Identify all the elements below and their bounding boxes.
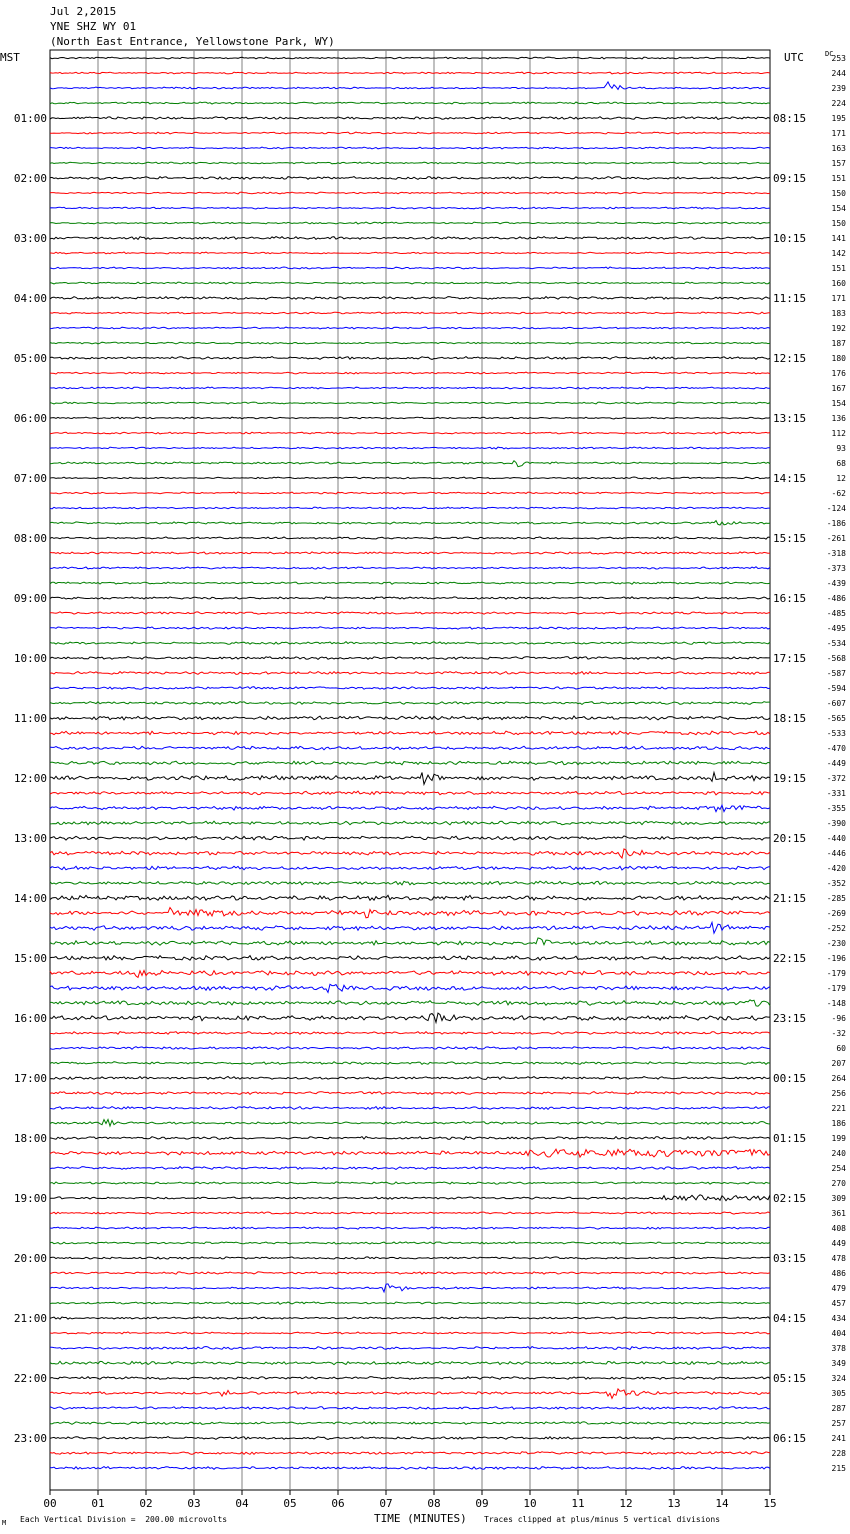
trace-line <box>50 1422 770 1425</box>
trace-line <box>50 1149 770 1157</box>
dc-offset-label: 112 <box>831 429 846 438</box>
utc-hour-label: 20:15 <box>773 832 807 845</box>
dc-offset-label: 93 <box>836 444 846 453</box>
trace-line <box>50 1302 770 1304</box>
trace-line <box>50 1167 770 1170</box>
dc-offset-label: 404 <box>831 1329 846 1338</box>
trace-line <box>50 1107 770 1110</box>
trace-line <box>50 1077 770 1080</box>
trace-line <box>50 1182 770 1184</box>
dc-offset-label: -96 <box>831 1014 846 1023</box>
dc-offset-label: -373 <box>826 564 846 573</box>
dc-offset-label: 240 <box>831 1149 846 1158</box>
trace-line <box>50 207 770 209</box>
trace-line <box>50 938 770 945</box>
dc-offset-label: 195 <box>831 114 846 123</box>
station-location: (North East Entrance, Yellowstone Park, WY) <box>50 35 335 48</box>
trace-line <box>50 657 770 660</box>
x-tick-label: 05 <box>283 1497 297 1510</box>
mst-hour-label: 03:00 <box>13 232 47 245</box>
dc-offset-label: -420 <box>826 864 846 873</box>
dc-offset-label: 378 <box>831 1344 846 1353</box>
dc-offset-label: 264 <box>831 1074 846 1083</box>
trace-line <box>50 297 770 300</box>
dc-offset-label: -62 <box>831 489 846 498</box>
utc-hour-label: 18:15 <box>773 712 807 725</box>
station-code: YNE SHZ WY 01 <box>50 20 137 33</box>
trace-line <box>50 687 770 690</box>
utc-hour-label: 16:15 <box>773 592 807 605</box>
trace-line <box>50 612 770 614</box>
x-tick-label: 09 <box>475 1497 489 1510</box>
dc-offset-label: -372 <box>826 774 846 783</box>
trace-line <box>50 773 770 785</box>
x-tick-label: 15 <box>763 1497 777 1510</box>
utc-hour-label: 03:15 <box>773 1252 807 1265</box>
dc-offset-label: 207 <box>831 1059 846 1068</box>
trace-line <box>50 849 770 858</box>
dc-offset-label: -252 <box>826 924 846 933</box>
dc-offset-label: 151 <box>831 264 846 273</box>
mst-hour-label: 20:00 <box>13 1252 47 1265</box>
dc-offset-label: 12 <box>836 474 846 483</box>
dc-offset-label: 486 <box>831 1269 846 1278</box>
dc-offset-label: -148 <box>826 999 846 1008</box>
mst-hour-label: 07:00 <box>13 472 47 485</box>
utc-hour-label: 10:15 <box>773 232 807 245</box>
trace-line <box>50 761 770 765</box>
x-tick-label: 10 <box>523 1497 537 1510</box>
trace-line <box>50 821 770 825</box>
dc-offset-label: 241 <box>831 1434 846 1443</box>
dc-offset-label: -179 <box>826 969 846 978</box>
x-tick-label: 14 <box>715 1497 729 1510</box>
mst-hour-label: 08:00 <box>13 532 47 545</box>
dc-offset-label: -390 <box>826 819 846 828</box>
utc-hour-label: 15:15 <box>773 532 807 545</box>
trace-line <box>50 252 770 254</box>
x-tick-label: 01 <box>91 1497 105 1510</box>
utc-hour-label: 17:15 <box>773 652 807 665</box>
dc-offset-label: 199 <box>831 1134 846 1143</box>
utc-hour-label: 19:15 <box>773 772 807 785</box>
dc-offset-label: 141 <box>831 234 846 243</box>
trace-line <box>50 417 770 419</box>
trace-line <box>50 922 770 933</box>
dc-offset-label: 257 <box>831 1419 846 1428</box>
trace-line <box>50 702 770 705</box>
trace-line <box>50 1317 770 1319</box>
utc-axis-title: UTC <box>784 51 804 64</box>
dc-offset-label: 287 <box>831 1404 846 1413</box>
dc-offset-label: 221 <box>831 1104 846 1113</box>
trace-line <box>50 447 770 449</box>
dc-offset-label: -568 <box>826 654 846 663</box>
trace-line <box>50 642 770 645</box>
dc-offset-label: 215 <box>831 1464 846 1473</box>
dc-offset-label: 160 <box>831 279 846 288</box>
mst-hour-label: 19:00 <box>13 1192 47 1205</box>
trace-line <box>50 521 770 525</box>
trace-line <box>50 1452 770 1455</box>
mst-hour-label: 23:00 <box>13 1432 47 1445</box>
mst-hour-label: 14:00 <box>13 892 47 905</box>
dc-offset-label: 434 <box>831 1314 846 1323</box>
dc-offset-label: -269 <box>826 909 846 918</box>
trace-line <box>50 477 770 479</box>
dc-offset-label: -196 <box>826 954 846 963</box>
mst-hour-label: 04:00 <box>13 292 47 305</box>
trace-line <box>50 1467 770 1470</box>
dc-offset-label: 68 <box>836 459 846 468</box>
dc-offset-label: 224 <box>831 99 846 108</box>
trace-line <box>50 312 770 314</box>
dc-offset-label: -594 <box>826 684 846 693</box>
utc-hour-label: 06:15 <box>773 1432 807 1445</box>
trace-line <box>50 1013 770 1022</box>
trace-line <box>50 222 770 224</box>
x-tick-label: 00 <box>43 1497 57 1510</box>
dc-offset-label: 186 <box>831 1119 846 1128</box>
trace-line <box>50 791 770 795</box>
trace-line <box>50 552 770 554</box>
mst-hour-label: 09:00 <box>13 592 47 605</box>
trace-line <box>50 567 770 569</box>
trace-line <box>50 282 770 284</box>
dc-offset-label: 228 <box>831 1449 846 1458</box>
mst-hour-label: 21:00 <box>13 1312 47 1325</box>
utc-hour-label: 01:15 <box>773 1132 807 1145</box>
dc-offset-label: 254 <box>831 1164 846 1173</box>
dc-offset-label: -179 <box>826 984 846 993</box>
mst-hour-label: 15:00 <box>13 952 47 965</box>
dc-offset-label: -533 <box>826 729 846 738</box>
chart-grid <box>50 50 770 1495</box>
dc-offset-label: 270 <box>831 1179 846 1188</box>
trace-line <box>50 537 770 539</box>
mst-hour-label: 11:00 <box>13 712 47 725</box>
trace-line <box>50 1437 770 1440</box>
dc-offset-label: 154 <box>831 204 846 213</box>
utc-hour-label: 02:15 <box>773 1192 807 1205</box>
dc-offset-label: 167 <box>831 384 846 393</box>
plot-date: Jul 2,2015 <box>50 5 117 18</box>
dc-offset-label: 60 <box>836 1044 846 1053</box>
trace-line <box>50 1120 770 1127</box>
trace-line <box>50 971 770 978</box>
mst-hour-label: 18:00 <box>13 1132 47 1145</box>
dc-offset-label: -607 <box>826 699 846 708</box>
dc-offset-label: 136 <box>831 414 846 423</box>
trace-line <box>50 1227 770 1229</box>
trace-line <box>50 492 770 494</box>
trace-line <box>50 147 770 149</box>
dc-offset-label: -440 <box>826 834 846 843</box>
x-tick-label: 12 <box>619 1497 633 1510</box>
trace-line <box>50 746 770 750</box>
trace-line <box>50 672 770 675</box>
dc-offset-label: -331 <box>826 789 846 798</box>
dc-offset-label: 244 <box>831 69 846 78</box>
utc-hour-label: 09:15 <box>773 172 807 185</box>
mst-hour-label: 12:00 <box>13 772 47 785</box>
trace-line <box>50 1047 770 1050</box>
trace-line <box>50 731 770 735</box>
utc-hour-label: 22:15 <box>773 952 807 965</box>
trace-line <box>50 1195 770 1201</box>
utc-hour-label: 13:15 <box>773 412 807 425</box>
trace-line <box>50 582 770 584</box>
mst-axis-title: MST <box>0 51 20 64</box>
dc-offset-label: 457 <box>831 1299 846 1308</box>
trace-line <box>50 984 770 992</box>
dc-offset-label: -124 <box>826 504 846 513</box>
trace-line <box>50 372 770 374</box>
trace-line <box>50 1257 770 1259</box>
trace-line <box>50 507 770 509</box>
utc-hour-label: 12:15 <box>773 352 807 365</box>
trace-line <box>50 357 770 360</box>
dc-offset-label: 171 <box>831 294 846 303</box>
trace-line <box>50 162 770 164</box>
x-tick-label: 03 <box>187 1497 201 1510</box>
utc-hour-label: 23:15 <box>773 1012 807 1025</box>
trace-line <box>50 461 770 467</box>
utc-hour-label: 00:15 <box>773 1072 807 1085</box>
utc-hour-label: 05:15 <box>773 1372 807 1385</box>
dc-offset-label: -230 <box>826 939 846 948</box>
trace-line <box>50 1332 770 1334</box>
mst-hour-label: 17:00 <box>13 1072 47 1085</box>
dc-offset-label: 180 <box>831 354 846 363</box>
dc-offset-label: 239 <box>831 84 846 93</box>
trace-line <box>50 82 770 90</box>
mst-hour-label: 02:00 <box>13 172 47 185</box>
trace-line <box>50 402 770 404</box>
dc-offset-label: 309 <box>831 1194 846 1203</box>
dc-offset-label: -449 <box>826 759 846 768</box>
trace-line <box>50 881 770 885</box>
vertical-division-note: Each Vertical Division = 200.00 microvolts <box>20 1515 228 1524</box>
x-tick-label: 07 <box>379 1497 393 1510</box>
dc-offset-label: 163 <box>831 144 846 153</box>
trace-line <box>50 237 770 240</box>
x-tick-label: 11 <box>571 1497 585 1510</box>
dc-offset-label: 192 <box>831 324 846 333</box>
dc-offset-label: 349 <box>831 1359 846 1368</box>
dc-offset-label: 408 <box>831 1224 846 1233</box>
trace-line <box>50 597 770 599</box>
dc-offset-label: -318 <box>826 549 846 558</box>
trace-line <box>50 1347 770 1350</box>
footer-mark: M <box>2 1519 7 1527</box>
dc-offset-label: -587 <box>826 669 846 678</box>
trace-line <box>50 1032 770 1035</box>
dc-offset-label: 157 <box>831 159 846 168</box>
trace-line <box>50 866 770 870</box>
trace-line <box>50 132 770 134</box>
dc-offset-label: 151 <box>831 174 846 183</box>
dc-offset-label: -486 <box>826 594 846 603</box>
dc-offset-label: -439 <box>826 579 846 588</box>
utc-hour-label: 11:15 <box>773 292 807 305</box>
dc-offset-label: 361 <box>831 1209 846 1218</box>
dc-offset-label: -355 <box>826 804 846 813</box>
dc-offset-label: 176 <box>831 369 846 378</box>
trace-line <box>50 1137 770 1140</box>
trace-line <box>50 895 770 900</box>
utc-hour-label: 04:15 <box>773 1312 807 1325</box>
trace-line <box>50 1272 770 1274</box>
dc-offset-label: 183 <box>831 309 846 318</box>
trace-line <box>50 327 770 329</box>
dc-offset-label: 305 <box>831 1389 846 1398</box>
trace-line <box>50 1389 770 1399</box>
x-tick-label: 06 <box>331 1497 345 1510</box>
mst-hour-label: 10:00 <box>13 652 47 665</box>
dc-offset-label: -285 <box>826 894 846 903</box>
dc-offset-label: 256 <box>831 1089 846 1098</box>
dc-offset-label: -565 <box>826 714 846 723</box>
mst-hour-label: 13:00 <box>13 832 47 845</box>
dc-offset-label: 171 <box>831 129 846 138</box>
trace-line <box>50 805 770 812</box>
trace-line <box>50 192 770 194</box>
clip-note: Traces clipped at plus/minus 5 vertical divisions <box>484 1515 721 1524</box>
trace-line <box>50 102 770 104</box>
dc-offset-label: 142 <box>831 249 846 258</box>
trace-line <box>50 1212 770 1214</box>
trace-line <box>50 1407 770 1410</box>
trace-line <box>50 1361 770 1364</box>
trace-line <box>50 1062 770 1065</box>
mst-hour-label: 01:00 <box>13 112 47 125</box>
dc-offset-title: DC <box>825 50 834 58</box>
dc-offset-label: -485 <box>826 609 846 618</box>
dc-offset-label: -446 <box>826 849 846 858</box>
trace-line <box>50 1092 770 1095</box>
mst-hour-label: 22:00 <box>13 1372 47 1385</box>
dc-offset-label: 187 <box>831 339 846 348</box>
trace-line <box>50 716 770 720</box>
dc-offset-label: 478 <box>831 1254 846 1263</box>
dc-offset-label: 324 <box>831 1374 846 1383</box>
trace-line <box>50 1000 770 1006</box>
trace-line <box>50 1377 770 1380</box>
dc-offset-label: -470 <box>826 744 846 753</box>
mst-hour-label: 16:00 <box>13 1012 47 1025</box>
trace-line <box>50 1242 770 1244</box>
utc-hour-label: 14:15 <box>773 472 807 485</box>
mst-hour-label: 06:00 <box>13 412 47 425</box>
x-tick-label: 02 <box>139 1497 153 1510</box>
utc-hour-label: 21:15 <box>773 892 807 905</box>
trace-line <box>50 342 770 344</box>
trace-line <box>50 836 770 840</box>
utc-hour-label: 08:15 <box>773 112 807 125</box>
mst-hour-label: 05:00 <box>13 352 47 365</box>
dc-offset-label: -32 <box>831 1029 846 1038</box>
trace-line <box>50 117 770 120</box>
dc-offset-label: 449 <box>831 1239 846 1248</box>
dc-offset-label: -352 <box>826 879 846 888</box>
trace-line <box>50 72 770 74</box>
dc-offset-label: 150 <box>831 219 846 228</box>
dc-offset-label: -261 <box>826 534 846 543</box>
trace-line <box>50 177 770 180</box>
dc-offset-label: -495 <box>826 624 846 633</box>
trace-line <box>50 267 770 269</box>
dc-offset-label: 479 <box>831 1284 846 1293</box>
x-axis-title: TIME (MINUTES) <box>374 1512 467 1525</box>
x-tick-label: 08 <box>427 1497 441 1510</box>
chart-labels <box>14 54 846 1510</box>
trace-line <box>50 956 770 961</box>
trace-line <box>50 57 770 59</box>
x-tick-label: 13 <box>667 1497 681 1510</box>
dc-offset-label: -534 <box>826 639 846 648</box>
trace-line <box>50 432 770 434</box>
dc-offset-label: 154 <box>831 399 846 408</box>
trace-line <box>50 627 770 629</box>
dc-offset-label: 253 <box>831 54 846 63</box>
trace-line <box>50 1284 770 1292</box>
trace-line <box>50 387 770 389</box>
x-tick-label: 04 <box>235 1497 249 1510</box>
trace-line <box>50 908 770 918</box>
dc-offset-label: -186 <box>826 519 846 528</box>
seismic-traces <box>50 57 770 1469</box>
dc-offset-label: 150 <box>831 189 846 198</box>
